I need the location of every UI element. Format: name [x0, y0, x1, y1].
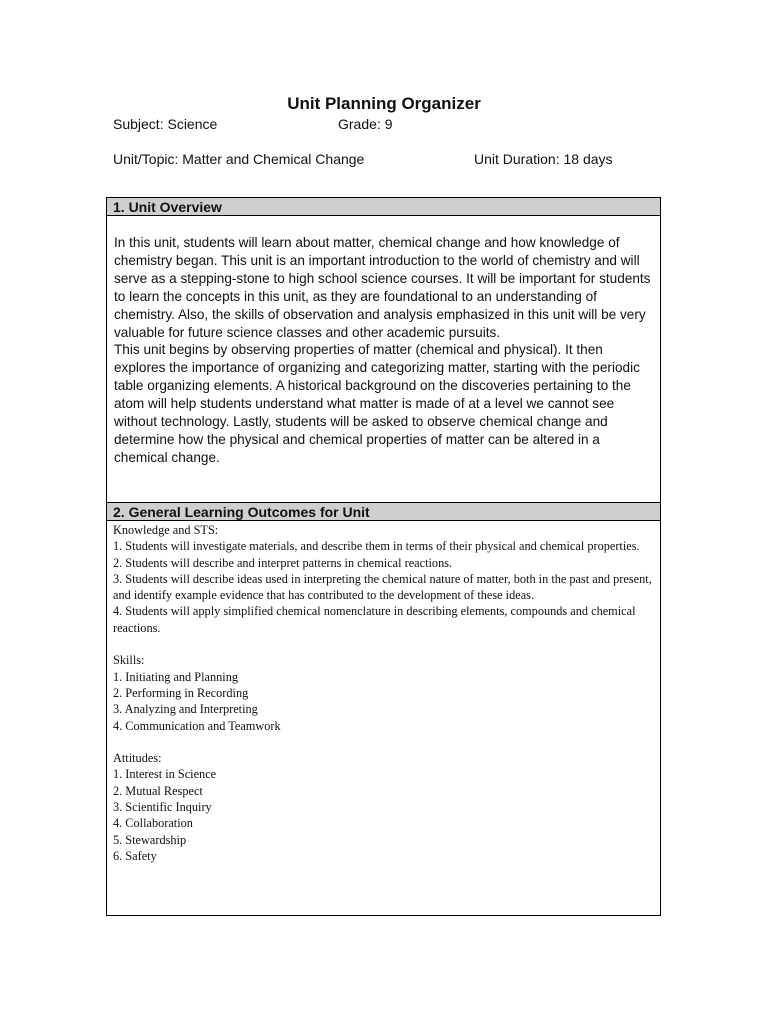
- grade-field: Grade: 9: [338, 116, 393, 132]
- list-item: 1. Students will investigate materials, and describe them in terms of their physical and chemical properties.: [113, 539, 640, 554]
- list-item: 6. Safety: [113, 848, 157, 863]
- list-item: 3. Scientific Inquiry: [113, 800, 212, 815]
- list-item: 3. Students will describe ideas used in interpreting the chemical nature of matter, both in the past and present, and identify example evidence that has contributed to the development of these ideas.: [113, 571, 652, 603]
- overview-paragraph: This unit begins by observing properties of matter (chemical and physical). It then explores the importance of organizing and categorizing matter, starting with the periodic table organizing elements. A historical background on the discoveries pertaining to the atom will help students understand what matter is made of at a level we cannot see without technology. Lastly, students will be asked to observe chemical change and determine how the physical and chemical properties of matter can be altered in a chemical change.: [114, 342, 640, 465]
- list-item: 2. Students will describe and interpret patterns in chemical reactions.: [113, 555, 453, 570]
- learning-outcomes-heading: 2. General Learning Outcomes for Unit: [107, 503, 660, 521]
- list-item: 2. Performing in Recording: [113, 685, 249, 700]
- list-item: 1. Interest in Science: [113, 767, 217, 782]
- attitudes-group: [113, 750, 654, 864]
- list-item: 4. Collaboration: [113, 816, 193, 831]
- unit-overview-section: [106, 197, 661, 503]
- overview-paragraph: In this unit, students will learn about matter, chemical change and how knowledge of chemistry began. This unit is an important introduction to the world of chemistry and will serve as a stepping-stone to high school science courses. It will be important for students to learn the concepts in this unit, as they are foundational to an understanding of chemistry. Also, the skills of observation and analysis emphasized in this unit will be very valuable for future science classes and other academic pursuits.: [114, 235, 651, 340]
- list-item: 3. Analyzing and Interpreting: [113, 702, 258, 717]
- list-item: 2. Mutual Respect: [113, 783, 203, 798]
- unit-overview-body: [107, 216, 660, 467]
- document-title: Unit Planning Organizer: [287, 94, 481, 113]
- unit-overview-heading: 1. Unit Overview: [107, 198, 660, 216]
- knowledge-label: Knowledge and STS:: [113, 523, 219, 537]
- unit-duration-field: Unit Duration: 18 days: [474, 151, 613, 167]
- list-item: 4. Students will apply simplified chemical nomenclature in describing elements, compounds and chemical reactions.: [113, 604, 636, 635]
- list-item: 5. Stewardship: [113, 832, 187, 847]
- attitudes-label: Attitudes:: [113, 751, 162, 766]
- subject-field: Subject: Science: [113, 116, 218, 132]
- learning-outcomes-section: [106, 502, 661, 916]
- list-item: 1. Initiating and Planning: [113, 669, 239, 684]
- list-item: 4. Communication and Teamwork: [113, 718, 281, 733]
- skills-label: Skills:: [113, 653, 145, 668]
- unit-topic-field: Unit/Topic: Matter and Chemical Change: [113, 151, 365, 167]
- learning-outcomes-body: [107, 521, 660, 864]
- skills-group: [113, 652, 654, 733]
- knowledge-group: [113, 522, 654, 636]
